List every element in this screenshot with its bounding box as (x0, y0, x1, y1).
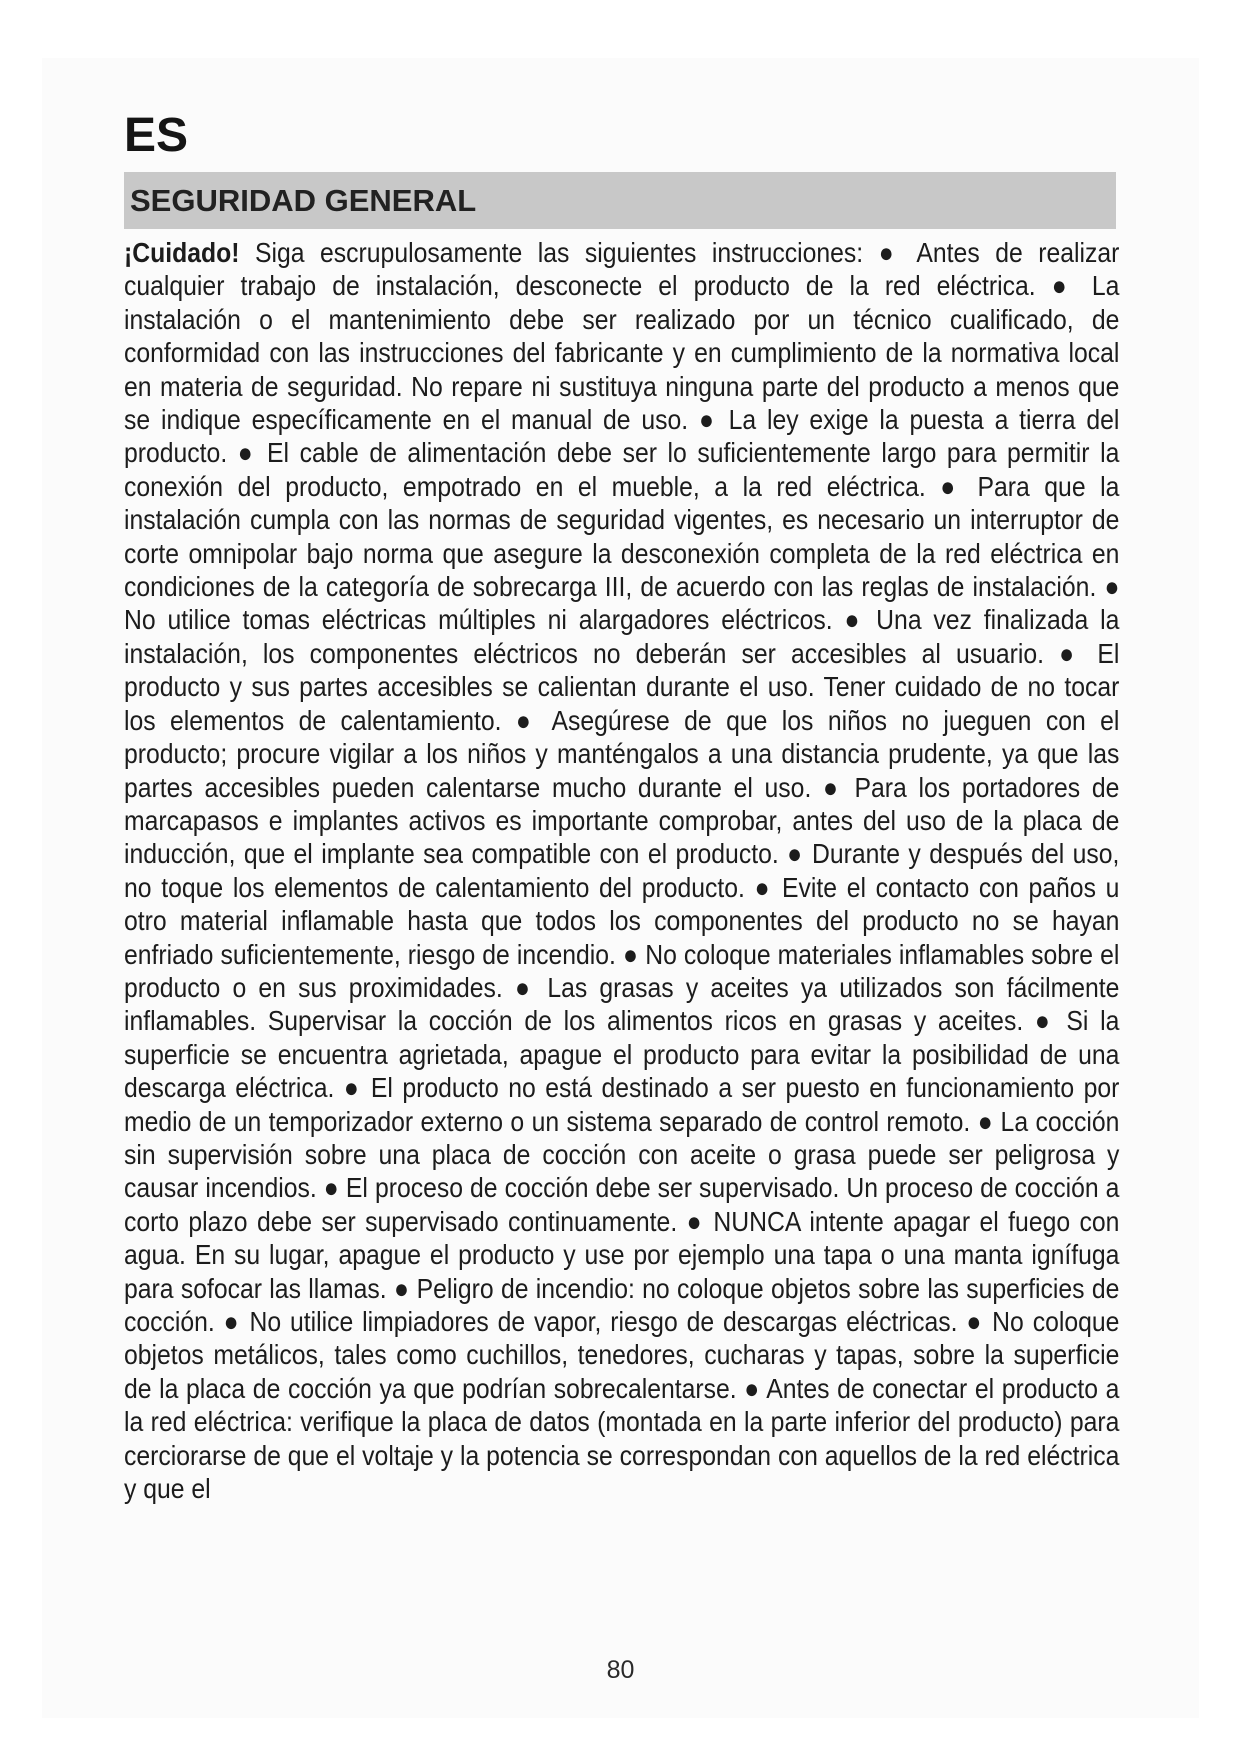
section-header-bar (124, 172, 1116, 229)
page-number: 80 (606, 1656, 635, 1684)
section-title: SEGURIDAD GENERAL (130, 183, 477, 218)
safety-instructions-paragraph (124, 236, 1119, 1505)
language-code: ES (124, 109, 189, 162)
instructions-text: Siga escrupulosamente las siguientes instrucciones: ● Antes de realizar cualquier trabajo de instalación, desconecte el producto de la red eléctrica. ● La instalación o el mantenimiento debe ser realizado por un técnico cualificado, de conformidad con las instrucciones del fabricante y en cumplimiento de la normativa local en materia de seguridad. No repare ni sustituya ninguna parte del producto a menos que se indique específicamente en el manual de uso. ● La ley exige la puesta a tierra del producto. ● El cable de alimentación debe ser lo suficientemente largo para permitir la conexión del producto, empotrado en el mueble, a la red eléctrica. ● Para que la instalación cumpla con las normas de seguridad vigentes, es necesario un interruptor de corte omnipolar bajo norma que asegure la desconexión completa de la red eléctrica en condiciones de la categoría de sobrecarga III, de acuerdo con las reglas de instalación. ● No utilice tomas eléctricas múltiples ni alargadores eléctricos. ● Una vez finalizada la instalación, los componentes eléctricos no deberán ser accesibles al usuario. ● El producto y sus partes accesibles se calientan durante el uso. Tener cuidado de no tocar los elementos de calentamiento. ● Asegúrese de que los niños no jueguen con el producto; procure vigilar a los niños y manténgalos a una distancia prudente, ya que las partes accesibles pueden calentarse mucho durante el uso. ● Para los portadores de marcapasos e implantes activos es importante comprobar, antes del uso de la placa de inducción, que el implante sea compatible con el producto. ● Durante y después del uso, no toque los elementos de calentamiento del producto. ● Evite el contacto con paños u otro material inflamable hasta que todos los componentes del producto no se hayan enfriado suficientemente, riesgo de incendio. ● No coloque materiales inflamables sobre el producto o en sus proximidades. ● Las grasas y aceites ya utilizados son fácilmente inflamables. Supervisar la cocción de los alimentos ricos en grasas y aceites. ● Si la superficie se encuentra agrietada, apague el producto para evitar la posibilidad de una descarga eléctrica. ● El producto no está destinado a ser puesto en funcionamiento por medio de un temporizador externo o un sistema separado de control remoto. ● La cocción sin supervisión sobre una placa de cocción con aceite o grasa puede ser peligrosa y causar incendios. ● El proceso de cocción debe ser supervisado. Un proceso de cocción a corto plazo debe ser supervisado continuamente. ● NUNCA intente apagar el fuego con agua. En su lugar, apague el producto y use por ejemplo una tapa o una manta ignífuga para sofocar las llamas. ● Peligro de incendio: no coloque objetos sobre las superficies de cocción. ● No utilice limpiadores de vapor, riesgo de descargas eléctricas. ● No coloque objetos metálicos, tales como cuchillos, tenedores, cucharas y tapas, sobre la superficie de la placa de cocción ya que podrían sobrecalentarse. ● Antes de conectar el producto a la red eléctrica: verifique la placa de datos (montada en la parte inferior del producto) para cerciorarse de que el voltaje y la potencia se correspondan con aquellos de la red eléctrica y que el (124, 237, 1120, 1505)
warning-lead: ¡Cuidado! (124, 237, 240, 268)
